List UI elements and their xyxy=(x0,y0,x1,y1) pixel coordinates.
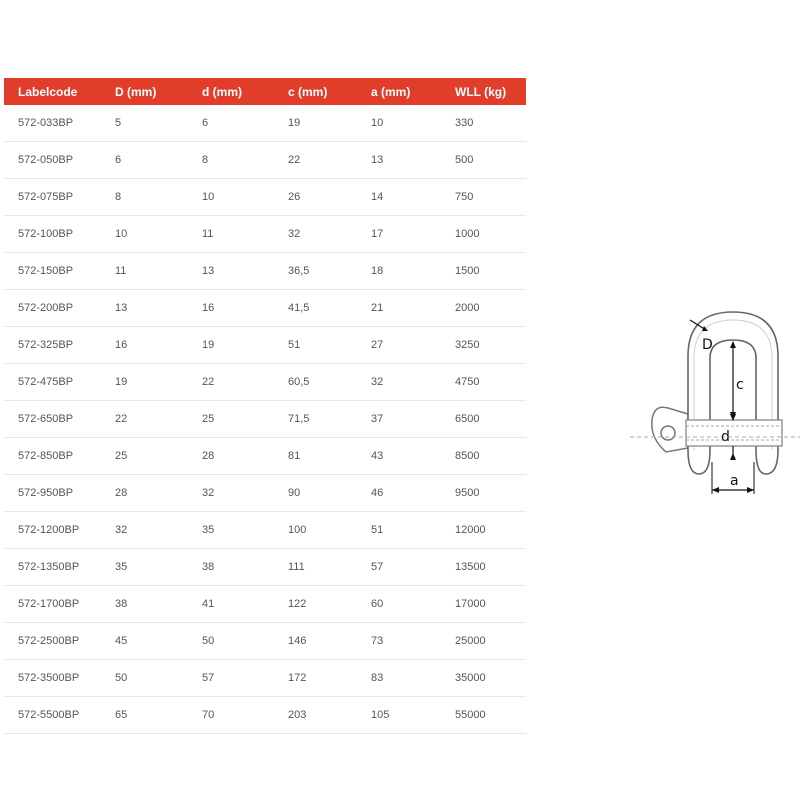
cell-d-upper: 22 xyxy=(115,401,202,438)
cell-a: 83 xyxy=(371,660,455,697)
dimension-label-c: c xyxy=(736,377,744,393)
table-row xyxy=(4,216,526,253)
cell-d-lower: 19 xyxy=(202,327,288,364)
cell-a: 27 xyxy=(371,327,455,364)
cell-c: 26 xyxy=(288,179,371,216)
cell-labelcode: 572-1200BP xyxy=(4,512,115,549)
cell-d-upper: 19 xyxy=(115,364,202,401)
cell-wll: 3250 xyxy=(455,327,526,364)
cell-labelcode: 572-1700BP xyxy=(4,586,115,623)
cell-wll: 500 xyxy=(455,142,526,179)
table-row xyxy=(4,105,526,142)
table-header-row xyxy=(4,78,526,105)
cell-d-lower: 41 xyxy=(202,586,288,623)
cell-d-upper: 16 xyxy=(115,327,202,364)
cell-c: 146 xyxy=(288,623,371,660)
header-a-mm: a (mm) xyxy=(371,84,411,99)
cell-c: 172 xyxy=(288,660,371,697)
cell-a: 57 xyxy=(371,549,455,586)
cell-d-lower: 10 xyxy=(202,179,288,216)
cell-a: 51 xyxy=(371,512,455,549)
cell-d-lower: 8 xyxy=(202,142,288,179)
cell-c: 22 xyxy=(288,142,371,179)
cell-c: 122 xyxy=(288,586,371,623)
cell-c: 100 xyxy=(288,512,371,549)
cell-c: 36,5 xyxy=(288,253,371,290)
table-row xyxy=(4,475,526,512)
cell-wll: 17000 xyxy=(455,586,526,623)
cell-d-lower: 50 xyxy=(202,623,288,660)
cell-d-upper: 38 xyxy=(115,586,202,623)
cell-labelcode: 572-075BP xyxy=(4,179,115,216)
cell-c: 51 xyxy=(288,327,371,364)
cell-d-upper: 45 xyxy=(115,623,202,660)
cell-d-lower: 70 xyxy=(202,697,288,734)
header-wll-kg: WLL (kg) xyxy=(455,84,507,99)
cell-a: 13 xyxy=(371,142,455,179)
cell-d-upper: 32 xyxy=(115,512,202,549)
cell-d-upper: 50 xyxy=(115,660,202,697)
cell-a: 21 xyxy=(371,290,455,327)
cell-wll: 13500 xyxy=(455,549,526,586)
table-row xyxy=(4,549,526,586)
header-d-lower-mm: d (mm) xyxy=(202,84,242,99)
cell-wll: 9500 xyxy=(455,475,526,512)
header-d-upper-mm: D (mm) xyxy=(115,84,157,99)
cell-labelcode: 572-5500BP xyxy=(4,697,115,734)
table-row xyxy=(4,290,526,327)
cell-wll: 1000 xyxy=(455,216,526,253)
table-row xyxy=(4,401,526,438)
cell-d-lower: 32 xyxy=(202,475,288,512)
cell-d-lower: 6 xyxy=(202,105,288,142)
cell-a: 37 xyxy=(371,401,455,438)
cell-labelcode: 572-200BP xyxy=(4,290,115,327)
cell-d-lower: 28 xyxy=(202,438,288,475)
cell-wll: 750 xyxy=(455,179,526,216)
cell-labelcode: 572-050BP xyxy=(4,142,115,179)
cell-d-upper: 11 xyxy=(115,253,202,290)
table-row xyxy=(4,364,526,401)
cell-a: 43 xyxy=(371,438,455,475)
cell-labelcode: 572-3500BP xyxy=(4,660,115,697)
cell-labelcode: 572-2500BP xyxy=(4,623,115,660)
cell-d-upper: 35 xyxy=(115,549,202,586)
cell-a: 10 xyxy=(371,105,455,142)
cell-labelcode: 572-325BP xyxy=(4,327,115,364)
cell-labelcode: 572-475BP xyxy=(4,364,115,401)
cell-a: 60 xyxy=(371,586,455,623)
cell-wll: 35000 xyxy=(455,660,526,697)
cell-wll: 330 xyxy=(455,105,526,142)
cell-d-lower: 35 xyxy=(202,512,288,549)
table-row xyxy=(4,697,526,734)
cell-wll: 12000 xyxy=(455,512,526,549)
cell-c: 71,5 xyxy=(288,401,371,438)
cell-labelcode: 572-033BP xyxy=(4,105,115,142)
cell-labelcode: 572-850BP xyxy=(4,438,115,475)
dimension-label-d-upper: D xyxy=(702,337,713,353)
table-row xyxy=(4,586,526,623)
cell-d-lower: 13 xyxy=(202,253,288,290)
cell-a: 18 xyxy=(371,253,455,290)
cell-d-lower: 25 xyxy=(202,401,288,438)
shackle-spec-table xyxy=(4,78,526,734)
dimension-label-d-lower: d xyxy=(721,429,730,445)
cell-labelcode: 572-650BP xyxy=(4,401,115,438)
table-row xyxy=(4,327,526,364)
cell-d-lower: 16 xyxy=(202,290,288,327)
cell-wll: 6500 xyxy=(455,401,526,438)
cell-c: 111 xyxy=(288,549,371,586)
cell-d-lower: 57 xyxy=(202,660,288,697)
cell-labelcode: 572-100BP xyxy=(4,216,115,253)
cell-c: 60,5 xyxy=(288,364,371,401)
cell-a: 105 xyxy=(371,697,455,734)
table-row xyxy=(4,253,526,290)
cell-c: 81 xyxy=(288,438,371,475)
cell-c: 32 xyxy=(288,216,371,253)
a-arrowhead-left xyxy=(712,487,719,493)
cell-d-lower: 22 xyxy=(202,364,288,401)
cell-a: 17 xyxy=(371,216,455,253)
cell-d-upper: 10 xyxy=(115,216,202,253)
cell-c: 90 xyxy=(288,475,371,512)
c-arrowhead-top xyxy=(730,341,736,348)
cell-labelcode: 572-150BP xyxy=(4,253,115,290)
cell-d-upper: 65 xyxy=(115,697,202,734)
table-row xyxy=(4,660,526,697)
cell-wll: 1500 xyxy=(455,253,526,290)
table-row xyxy=(4,142,526,179)
cell-wll: 25000 xyxy=(455,623,526,660)
cell-d-upper: 8 xyxy=(115,179,202,216)
cell-a: 46 xyxy=(371,475,455,512)
cell-d-upper: 6 xyxy=(115,142,202,179)
cell-a: 32 xyxy=(371,364,455,401)
cell-d-lower: 11 xyxy=(202,216,288,253)
cell-wll: 8500 xyxy=(455,438,526,475)
cell-d-upper: 25 xyxy=(115,438,202,475)
table-row xyxy=(4,623,526,660)
cell-wll: 2000 xyxy=(455,290,526,327)
table-row xyxy=(4,438,526,475)
header-labelcode: Labelcode xyxy=(18,84,78,99)
header-c-mm: c (mm) xyxy=(288,84,328,99)
cell-d-upper: 28 xyxy=(115,475,202,512)
cell-d-lower: 38 xyxy=(202,549,288,586)
cell-c: 19 xyxy=(288,105,371,142)
table-row xyxy=(4,512,526,549)
cell-a: 73 xyxy=(371,623,455,660)
cell-c: 203 xyxy=(288,697,371,734)
dimension-label-a: a xyxy=(730,473,739,489)
a-arrowhead-right xyxy=(747,487,754,493)
cell-wll: 4750 xyxy=(455,364,526,401)
table-row xyxy=(4,179,526,216)
pin-body xyxy=(686,420,782,446)
shackle-dimension-diagram xyxy=(630,300,800,500)
cell-d-upper: 5 xyxy=(115,105,202,142)
cell-c: 41,5 xyxy=(288,290,371,327)
cell-labelcode: 572-1350BP xyxy=(4,549,115,586)
cell-labelcode: 572-950BP xyxy=(4,475,115,512)
cell-d-upper: 13 xyxy=(115,290,202,327)
cell-a: 14 xyxy=(371,179,455,216)
pin-hole xyxy=(661,426,675,440)
cell-wll: 55000 xyxy=(455,697,526,734)
